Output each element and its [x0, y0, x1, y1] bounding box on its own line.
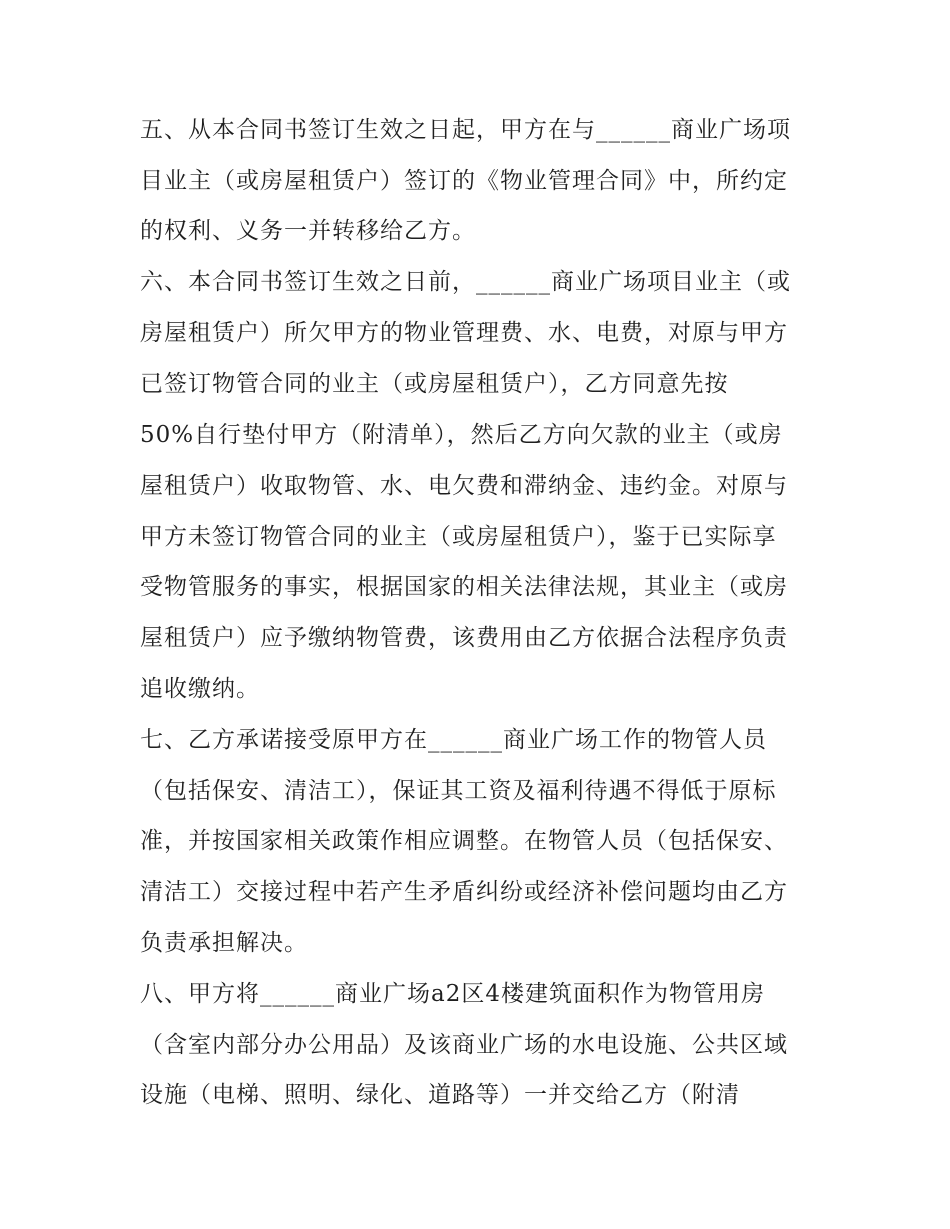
text-line: 已签订物管合同的业主（或房屋租赁户），乙方同意先按 [140, 371, 729, 397]
text-line: 受物管服务的事实，根据国家的相关法律法规，其业主（或房 [140, 574, 788, 600]
text-line: 准，并按国家相关政策作相应调整。在物管人员（包括保安、 [140, 828, 788, 854]
text-line: 六、本合同书签订生效之日前，______商业广场项目业主（或 [140, 269, 791, 295]
text-line: 的权利、义务一并转移给乙方。 [140, 218, 476, 244]
text-line: 五、从本合同书签订生效之日起，甲方在与______商业广场项 [140, 117, 791, 143]
text-line: 清洁工）交接过程中若产生矛盾纠纷或经济补偿问题均由乙方 [140, 879, 788, 905]
text-line: 50%自行垫付甲方（附清单），然后乙方向欠款的业主（或房 [140, 422, 783, 448]
text-line: 目业主（或房屋租赁户）签订的《物业管理合同》中，所约定 [140, 168, 788, 194]
text-line: 甲方未签订物管合同的业主（或房屋租赁户），鉴于已实际享 [140, 524, 777, 550]
text-line: 追收缴纳。 [140, 676, 260, 702]
text-line: 负责承担解决。 [140, 930, 308, 956]
text-line: （含室内部分办公用品）及该商业广场的水电设施、公共区域 [140, 1032, 788, 1058]
text-line: 八、甲方将______商业广场a2区4楼建筑面积作为物管用房 [140, 981, 765, 1007]
text-line: 房屋租赁户）所欠甲方的物业管理费、水、电费，对原与甲方 [140, 320, 788, 346]
text-line: 屋租赁户）收取物管、水、电欠费和滞纳金、违约金。对原与 [140, 473, 788, 499]
text-line: （包括保安、清洁工），保证其工资及福利待遇不得低于原标 [140, 778, 777, 804]
text-line: 七、乙方承诺接受原甲方在______商业广场工作的物管人员 [140, 727, 767, 753]
text-line: 屋租赁户）应予缴纳物管费，该费用由乙方依据合法程序负责 [140, 625, 788, 651]
text-line: 设施（电梯、照明、绿化、道路等）一并交给乙方（附清 [140, 1082, 740, 1108]
